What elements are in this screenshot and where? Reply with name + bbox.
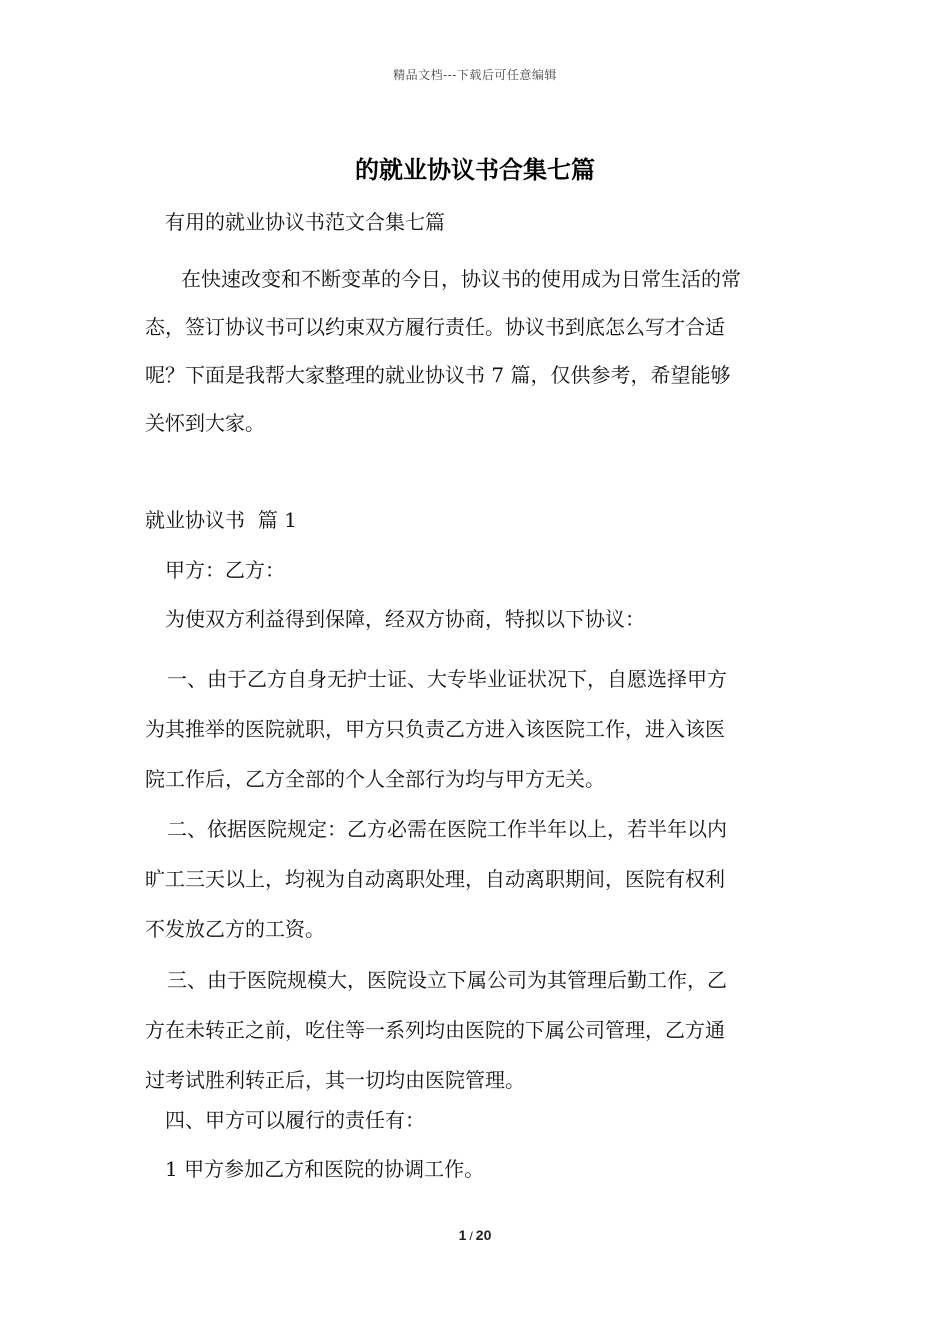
clause-line: 过考试胜利转正后，其一切均由医院管理。 <box>145 1068 525 1092</box>
subtitle-text: 有用的就业协议书范文合集七篇 <box>165 210 445 234</box>
item-1-text: 1 甲方参加乙方和医院的协调工作。 <box>165 1157 485 1181</box>
clause-2 <box>145 804 807 954</box>
item-1 <box>145 1154 807 1184</box>
clause-1 <box>145 654 807 804</box>
clause-line: 方在未转正之前，吃住等一系列均由医院的下属公司管理，乙方通 <box>145 1018 725 1042</box>
clause-line: 为其推举的医院就职，甲方只负责乙方进入该医院工作，进入该医 <box>145 717 725 741</box>
preamble-line <box>145 604 807 634</box>
clause-line: 一、由于乙方自身无护士证、大专毕业证状况下，自愿选择甲方 <box>167 667 727 691</box>
document-title: 的就业协议书合集七篇 <box>355 155 595 184</box>
page-current: 1 <box>458 1227 467 1243</box>
parties-line <box>145 555 807 585</box>
intro-line: 关怀到大家。 <box>145 411 265 435</box>
intro-paragraph <box>145 255 807 447</box>
page-number <box>0 1227 950 1243</box>
parties-text: 甲方：乙方： <box>165 558 285 582</box>
clause-line: 旷工三天以上，均视为自动离职处理，自动离职期间，医院有权利 <box>145 867 725 891</box>
page-separator: / <box>469 1229 473 1243</box>
preamble-text: 为使双方利益得到保障，经双方协商，特拟以下协议： <box>165 607 645 631</box>
clause-line: 不发放乙方的工资。 <box>145 917 325 941</box>
intro-line: 态，签订协议书可以约束双方履行责任。协议书到底怎么写才合适 <box>145 315 725 339</box>
document-subtitle <box>145 207 807 237</box>
clause-4 <box>145 1105 807 1135</box>
intro-line: 呢？下面是我帮大家整理的就业协议书 7 篇，仅供参考，希望能够 <box>145 363 731 387</box>
header-note: 精品文档---下载后可任意编辑 <box>393 68 557 82</box>
section-heading-text: 就业协议书 篇 1 <box>145 508 297 532</box>
page-total: 20 <box>475 1227 492 1243</box>
clause-line: 三、由于医院规模大，医院设立下属公司为其管理后勤工作，乙 <box>167 968 727 992</box>
intro-line: 在快速改变和不断变革的今日，协议书的使用成为日常生活的常 <box>181 267 741 291</box>
clause-line: 院工作后，乙方全部的个人全部行为均与甲方无关。 <box>145 767 605 791</box>
clause-4-text: 四、甲方可以履行的责任有： <box>165 1108 425 1132</box>
section-heading <box>145 505 807 535</box>
clause-3 <box>145 955 807 1105</box>
clause-line: 二、依据医院规定：乙方必需在医院工作半年以上，若半年以内 <box>167 817 727 841</box>
